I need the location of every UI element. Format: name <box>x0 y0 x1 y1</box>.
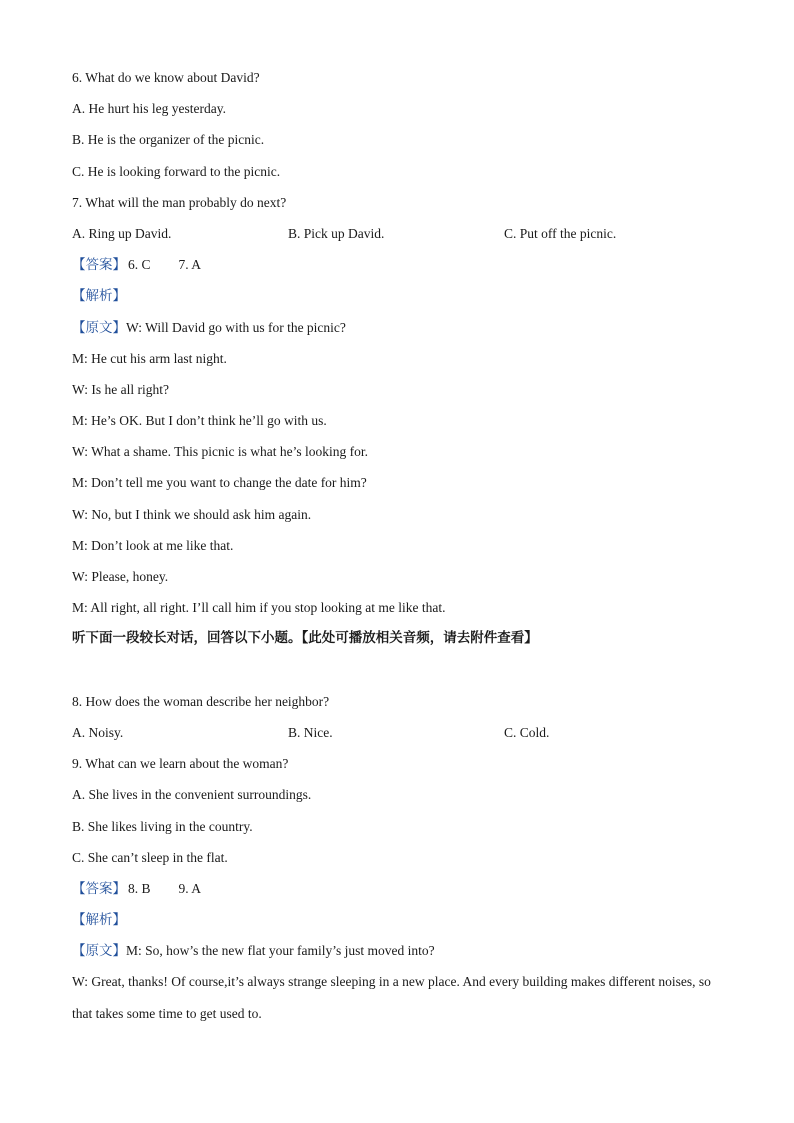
transcript-1-line: M: All right, all right. I’ll call him if you stop looking at me like that. <box>72 600 446 616</box>
analysis-tag: 【解析】 <box>72 288 126 305</box>
transcript-1-line-0: W: Will David go with us for the picnic? <box>126 319 346 335</box>
question-8-option-a: A. Noisy. <box>72 724 124 740</box>
transcript-1-line: W: No, but I think we should ask him again. <box>72 506 312 522</box>
document-page <box>72 62 732 1029</box>
analysis-tag: 【解析】 <box>72 912 126 929</box>
transcript-1-line: M: Don’t look at me like that. <box>72 537 234 553</box>
question-6-option-c: C. He is looking forward to the picnic. <box>72 163 281 179</box>
analysis-row-1 <box>72 280 732 311</box>
transcript-tag: 【原文】 <box>72 319 126 336</box>
answer-8: 8. B <box>128 880 151 896</box>
question-6-option-a: A. He hurt his leg yesterday. <box>72 101 226 117</box>
answer-6: 6. C <box>128 257 151 273</box>
question-8: 8. How does the woman describe her neighbor? <box>72 693 330 709</box>
question-8-option-b: B. Nice. <box>288 724 333 740</box>
transcript-1-line: M: He cut his arm last night. <box>72 350 227 366</box>
question-8-options <box>72 717 732 748</box>
question-7: 7. What will the man probably do next? <box>72 194 287 210</box>
transcript-1-line: W: Is he all right? <box>72 381 169 397</box>
question-9-option-c: C. She can’t sleep in the flat. <box>72 849 228 865</box>
answer-tag: 【答案】 <box>72 257 126 274</box>
answer-7: 7. A <box>178 257 202 273</box>
question-6-option-b: B. He is the organizer of the picnic. <box>72 132 265 148</box>
transcript-1-first-line <box>72 312 732 343</box>
listening-instruction: 听下面一段较长对话，回答以下小题。【此处可播放相关音频，请去附件查看】 <box>72 630 538 647</box>
answer-9: 9. A <box>178 880 202 896</box>
spacer <box>72 655 732 686</box>
answer-row-1 <box>72 249 732 280</box>
question-7-option-a: A. Ring up David. <box>72 225 172 241</box>
question-6: 6. What do we know about David? <box>72 70 260 85</box>
question-9: 9. What can we learn about the woman? <box>72 756 289 772</box>
transcript-2-line: W: Great, thanks! Of course,it’s always strange sleeping in a new place. And every building makes different noises, so that takes some time to get used to. <box>72 974 711 1021</box>
question-7-option-b: B. Pick up David. <box>288 225 385 241</box>
question-7-options <box>72 218 732 249</box>
transcript-1-line: W: What a shame. This picnic is what he’s looking for. <box>72 444 368 460</box>
question-8-option-c: C. Cold. <box>504 724 550 740</box>
transcript-2-first-line <box>72 935 732 966</box>
transcript-1-line: M: He’s OK. But I don’t think he’ll go with us. <box>72 413 327 429</box>
transcript-1-line: M: Don’t tell me you want to change the date for him? <box>72 475 367 491</box>
transcript-1-line: W: Please, honey. <box>72 569 169 584</box>
transcript-tag: 【原文】 <box>72 943 126 960</box>
analysis-row-2 <box>72 904 732 935</box>
transcript-2-line-0: M: So, how’s the new flat your family’s just moved into? <box>126 943 435 959</box>
answer-row-2 <box>72 873 732 904</box>
question-9-option-b: B. She likes living in the country. <box>72 818 253 834</box>
question-9-option-a: A. She lives in the convenient surroundings. <box>72 787 312 803</box>
question-7-option-c: C. Put off the picnic. <box>504 225 617 241</box>
answer-tag: 【答案】 <box>72 880 126 897</box>
